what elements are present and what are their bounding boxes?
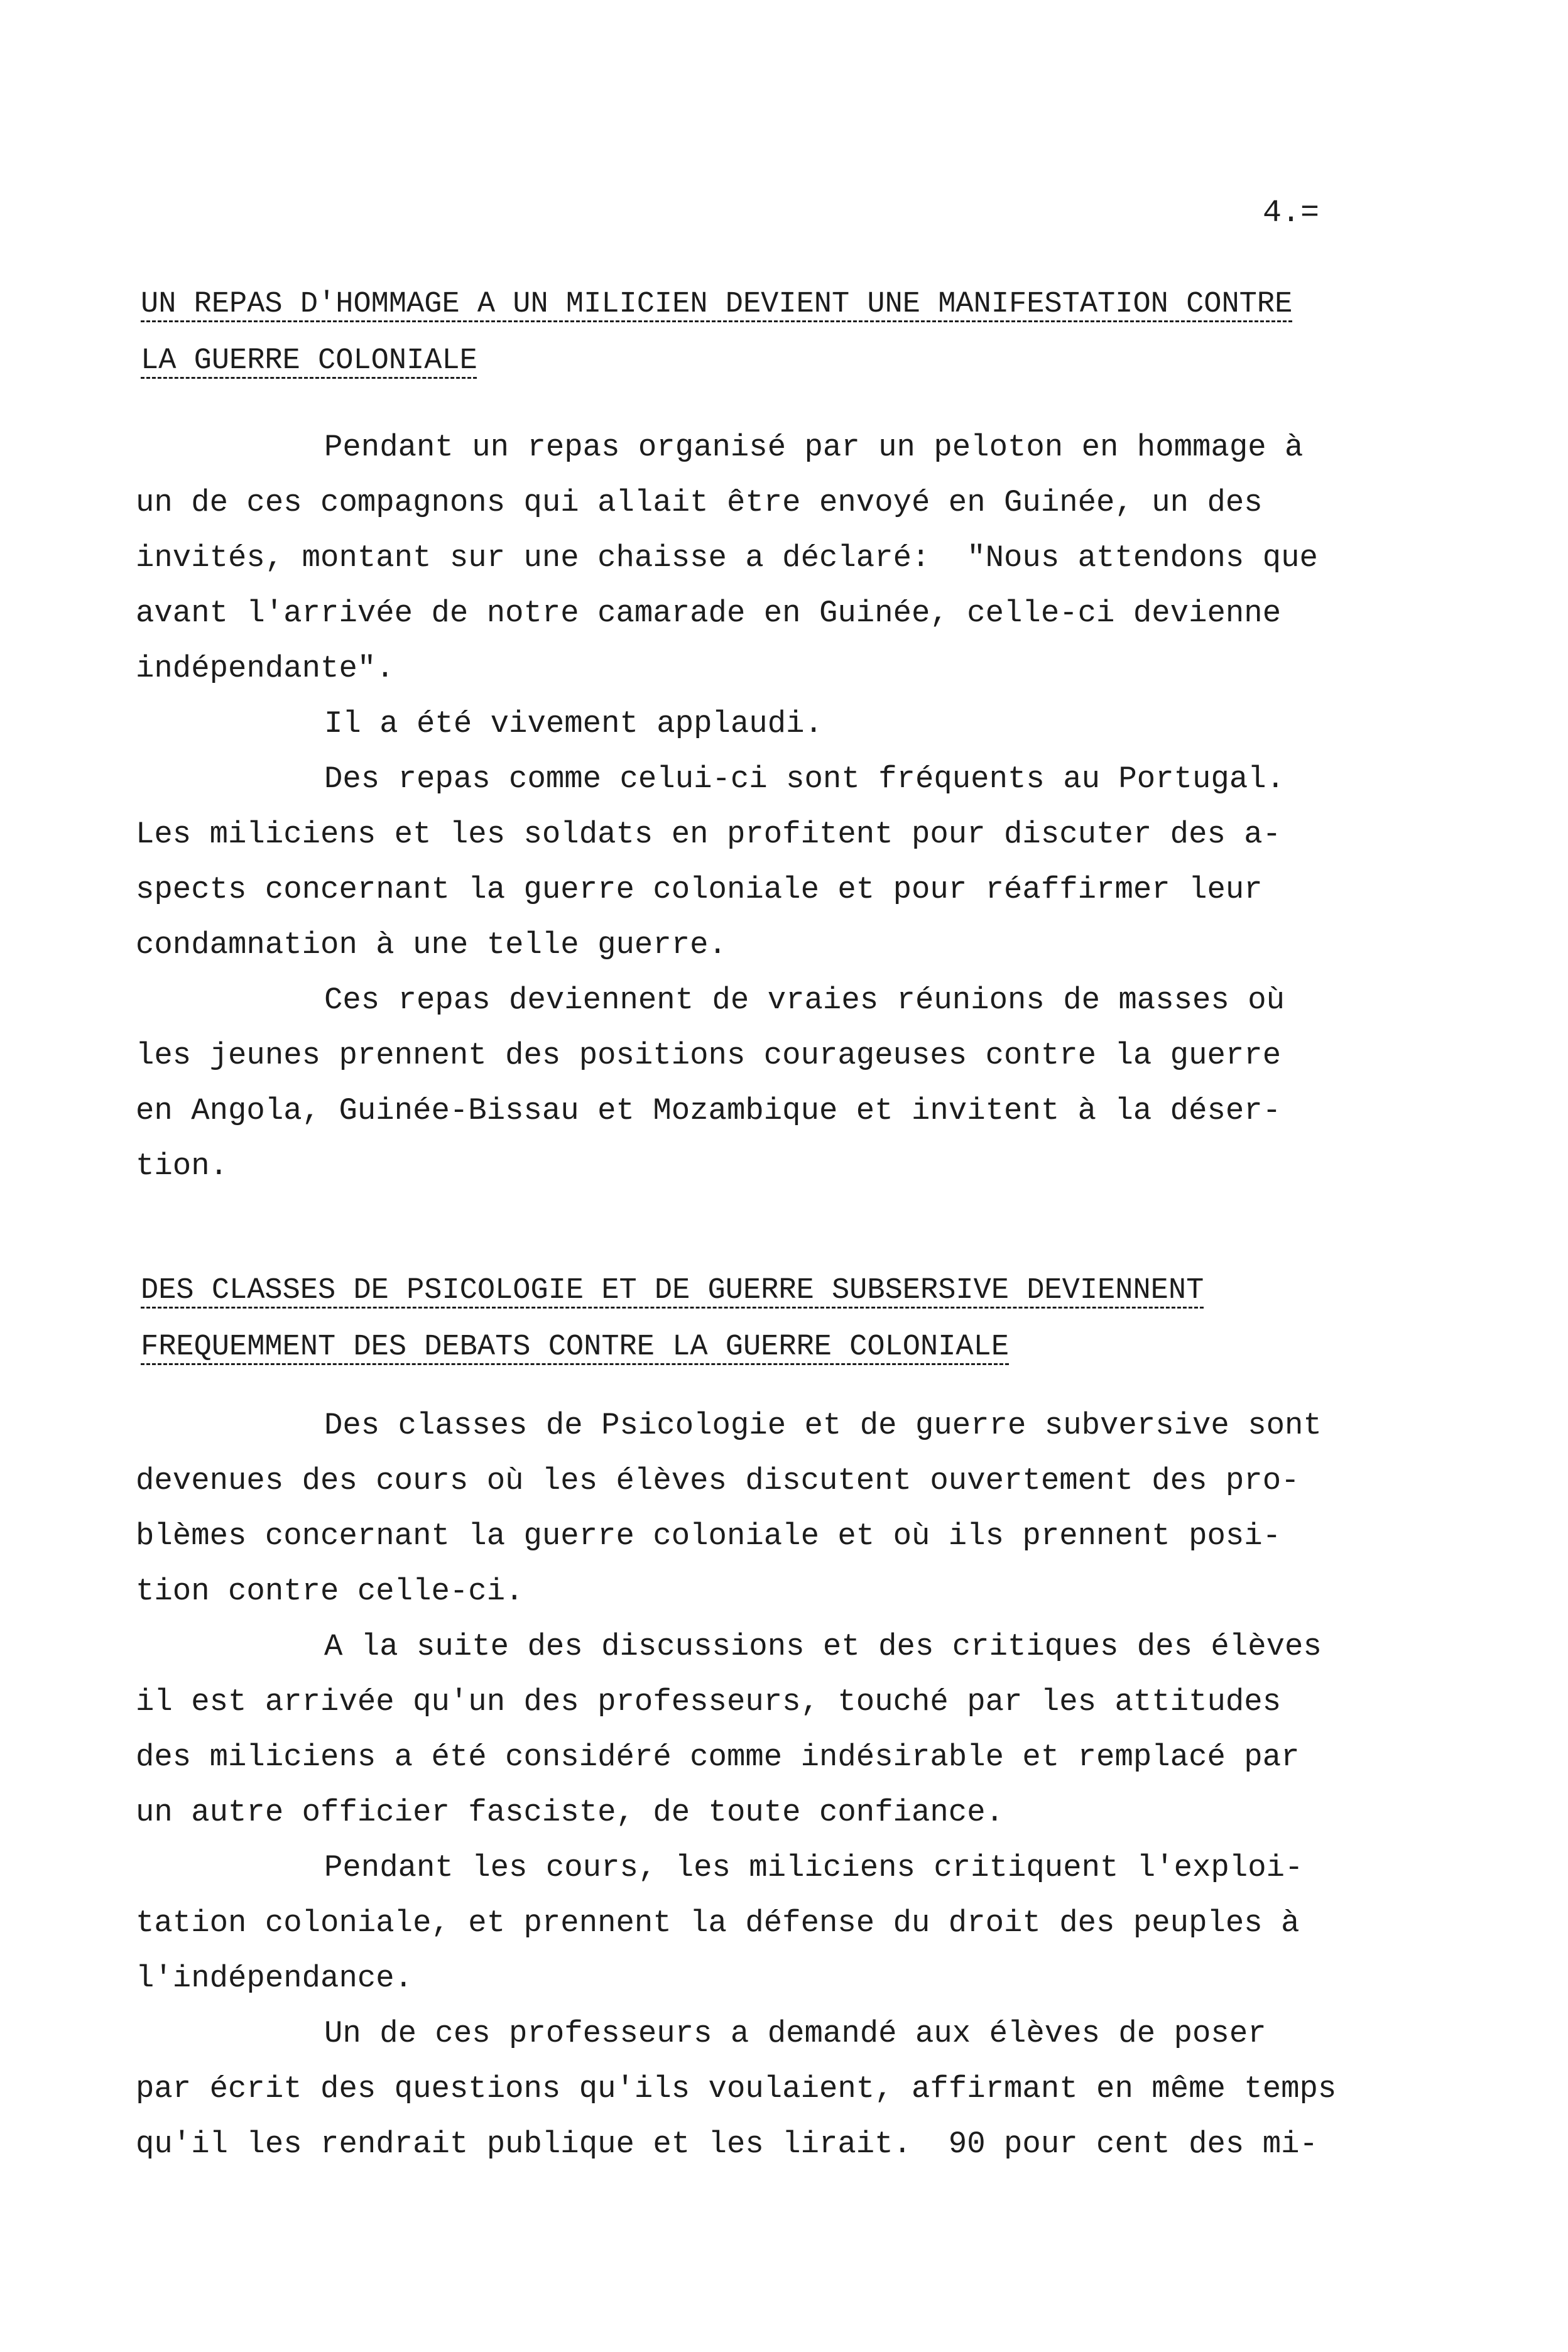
- paragraph: [136, 420, 1442, 696]
- text-line: un de ces compagnons qui allait être envoyé en Guinée, un des: [136, 485, 1263, 520]
- paragraph: [136, 1840, 1442, 2006]
- text-line: condamnation à une telle guerre.: [136, 927, 727, 962]
- text-line: blèmes concernant la guerre coloniale et où ils prennent posi-: [136, 1518, 1282, 1554]
- text-line: tion contre celle-ci.: [136, 1574, 524, 1609]
- text-line: invités, montant sur une chaisse a déclaré: "Nous attendons que: [136, 540, 1318, 575]
- section-1-body: [136, 420, 1442, 1194]
- text-line: Un de ces professeurs a demandé aux élèves de poser: [324, 2016, 1266, 2051]
- text-line: Des classes de Psicologie et de guerre subversive sont: [324, 1408, 1322, 1443]
- page-number: 4.=: [1263, 195, 1320, 231]
- text-line: l'indépendance.: [136, 1961, 413, 1996]
- text-line: des miliciens a été considéré comme indésirable et remplacé par: [136, 1740, 1300, 1775]
- section-1-heading: [141, 276, 1292, 389]
- text-line: un autre officier fasciste, de toute confiance.: [136, 1795, 1004, 1830]
- text-line: spects concernant la guerre coloniale et pour réaffirmer leur: [136, 872, 1263, 907]
- section-2-body: [136, 1398, 1442, 2172]
- paragraph: [136, 751, 1442, 972]
- text-line: qu'il les rendrait publique et les lirait. 90 pour cent des mi-: [136, 2126, 1318, 2162]
- text-line: Pendant un repas organisé par un peloton en hommage à: [324, 430, 1304, 465]
- paragraph: [136, 972, 1442, 1194]
- text-line: Des repas comme celui-ci sont fréquents au Portugal.: [324, 761, 1285, 797]
- section-2-heading: [141, 1263, 1204, 1376]
- text-line: Il a été vivement applaudi.: [324, 706, 823, 741]
- text-line: A la suite des discussions et des critiques des élèves: [324, 1629, 1322, 1664]
- heading-line: DES CLASSES DE PSICOLOGIE ET DE GUERRE SUBSERSIVE DEVIENNENT: [141, 1274, 1204, 1307]
- heading-line: LA GUERRE COLONIALE: [141, 344, 477, 378]
- text-line: en Angola, Guinée-Bissau et Mozambique et invitent à la déser-: [136, 1093, 1282, 1128]
- text-line: par écrit des questions qu'ils voulaient, affirmant en même temps: [136, 2071, 1337, 2106]
- text-line: Pendant les cours, les miliciens critiquent l'exploi-: [324, 1850, 1304, 1885]
- paragraph: [136, 1398, 1442, 1619]
- text-line: avant l'arrivée de notre camarade en Guinée, celle-ci devienne: [136, 596, 1282, 631]
- text-line: Ces repas deviennent de vraies réunions de masses où: [324, 983, 1285, 1018]
- text-line: tation coloniale, et prennent la défense du droit des peuples à: [136, 1905, 1300, 1941]
- paragraph: [136, 1619, 1442, 1840]
- text-line: les jeunes prennent des positions courageuses contre la guerre: [136, 1038, 1282, 1073]
- text-line: devenues des cours où les élèves discutent ouvertement des pro-: [136, 1463, 1300, 1498]
- heading-line: UN REPAS D'HOMMAGE A UN MILICIEN DEVIENT UNE MANIFESTATION CONTRE: [141, 288, 1293, 321]
- heading-line: FREQUEMMENT DES DEBATS CONTRE LA GUERRE COLONIALE: [141, 1331, 1010, 1364]
- text-line: Les miliciens et les soldats en profitent pour discuter des a-: [136, 817, 1282, 852]
- text-line: indépendante".: [136, 651, 395, 686]
- text-line: tion.: [136, 1148, 229, 1184]
- text-line: il est arrivée qu'un des professeurs, touché par les attitudes: [136, 1684, 1282, 1719]
- paragraph: [136, 2006, 1442, 2172]
- paragraph: [136, 696, 1442, 751]
